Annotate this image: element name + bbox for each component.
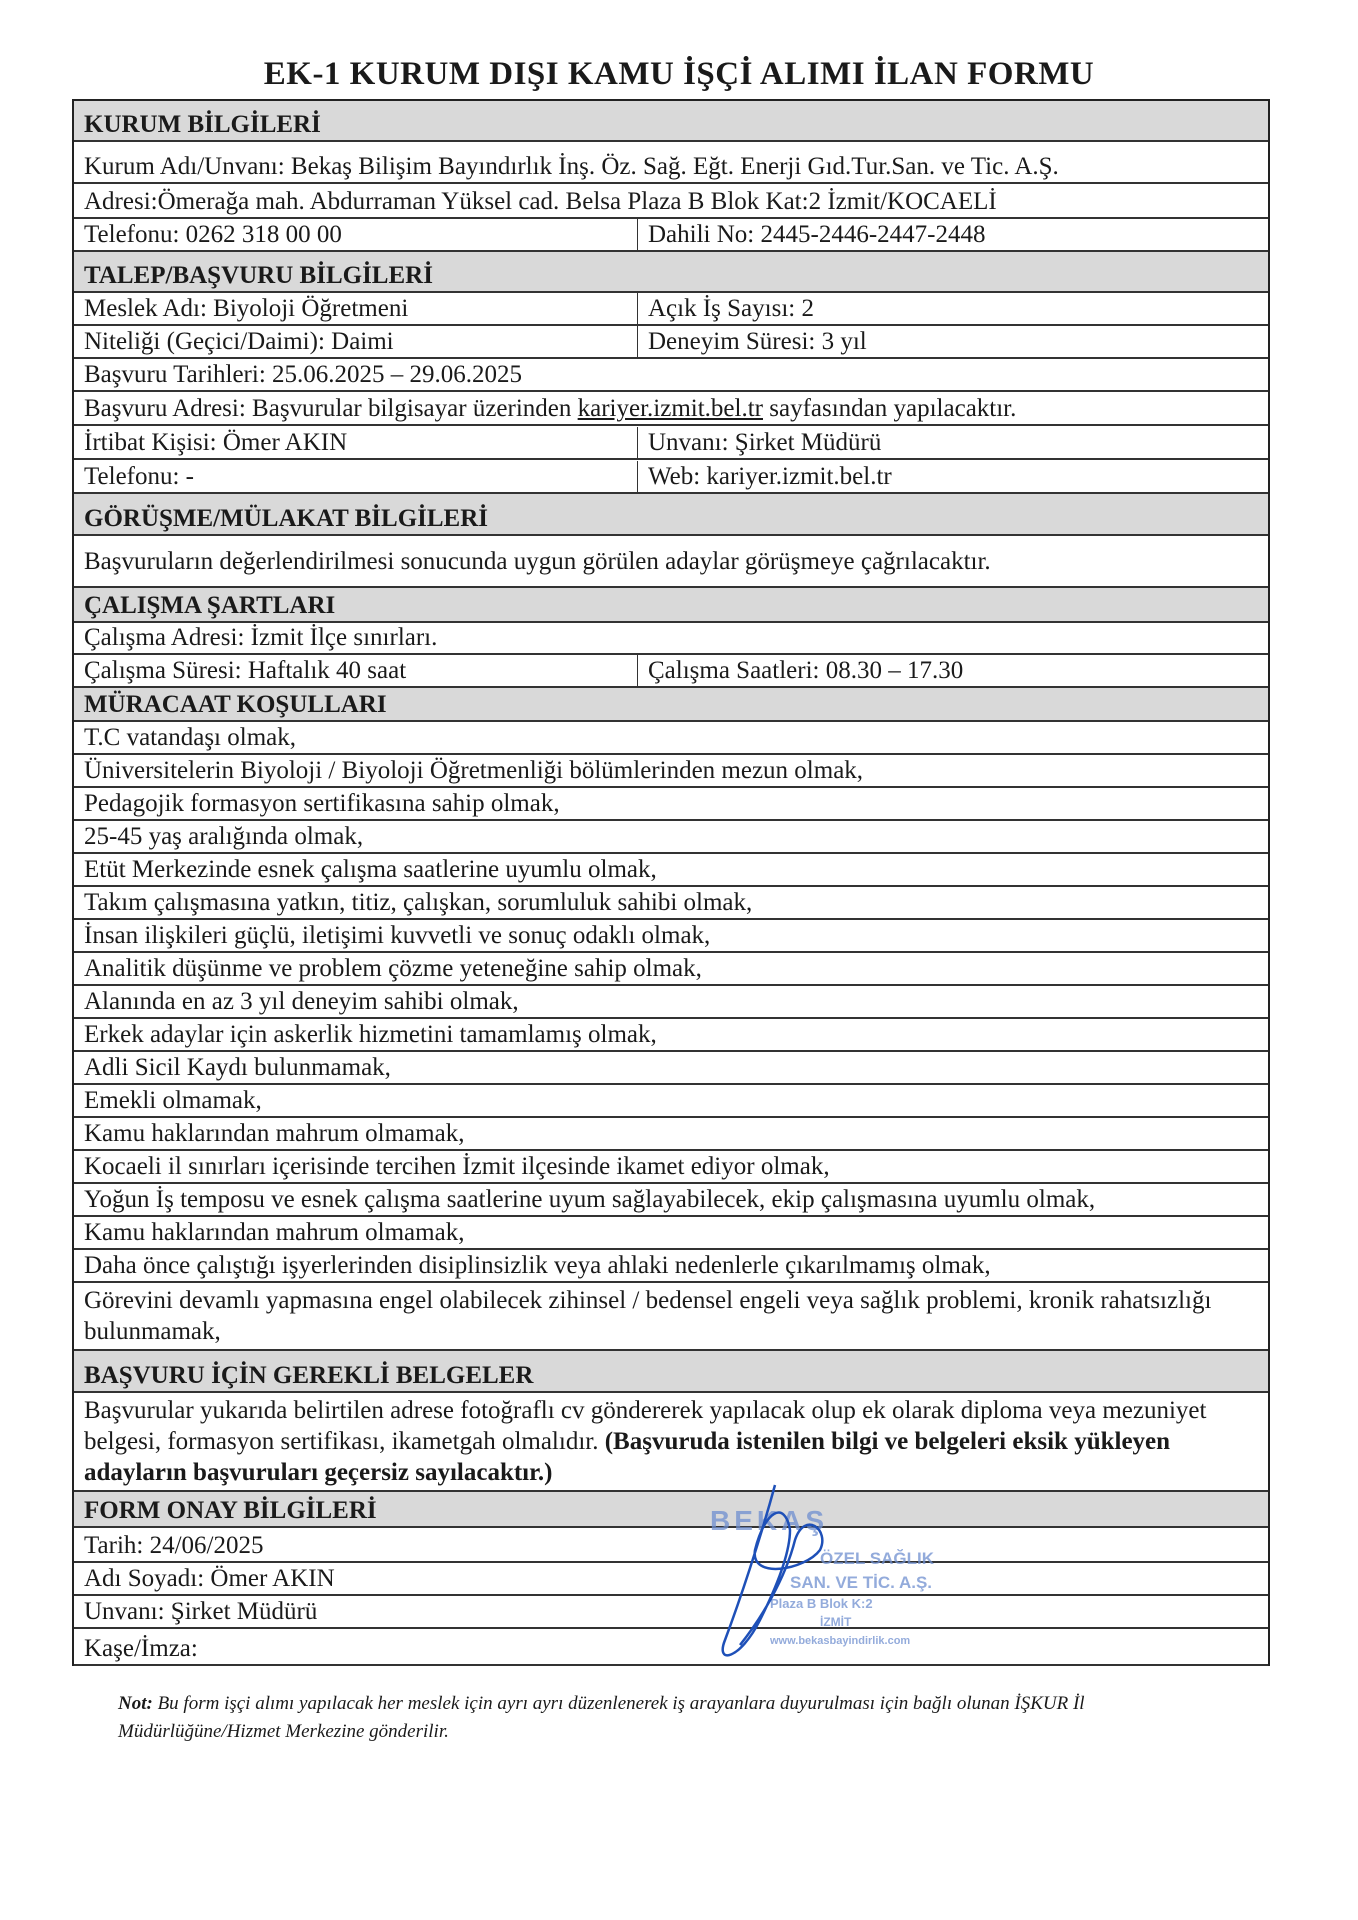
- requirement-text: Analitik düşünme ve problem çözme yeteneğine sahip olmak,: [84, 955, 702, 982]
- kurum-telefon: Telefonu: 0262 318 00 00: [74, 219, 638, 250]
- calisma-saatleri: Çalışma Saatleri: 08.30 – 17.30: [648, 657, 964, 684]
- requirement-text: Kamu haklarından mahrum olmamak,: [84, 1219, 465, 1246]
- requirement-text: Erkek adaylar için askerlik hizmetini tamamlamış olmak,: [84, 1021, 657, 1048]
- basvuru-adresi: [74, 393, 1268, 424]
- requirement-text: Adli Sicil Kaydı bulunmamak,: [84, 1054, 391, 1081]
- announcement-form-table: [72, 99, 1270, 1666]
- row-gorusme: [74, 536, 1268, 588]
- onay-unvan: Unvanı: Şirket Müdürü: [84, 1598, 318, 1625]
- requirement-text: T.C vatandaşı olmak,: [84, 724, 296, 751]
- row-iletisim: [74, 460, 1268, 494]
- meslek-adi: Meslek Adı: Biyoloji Öğretmeni: [74, 293, 638, 324]
- gorusme-text: Başvuruların değerlendirilmesi sonucunda uygun görülen adaylar görüşmeye çağrılacaktır.: [84, 547, 991, 575]
- row-kurum-adi: [74, 142, 1268, 184]
- note-label: Not:: [118, 1693, 153, 1714]
- requirement-row: [74, 722, 1268, 755]
- irtibat-unvan: Unvanı: Şirket Müdürü: [648, 429, 882, 456]
- section-header-belgeler: [74, 1351, 1268, 1393]
- note-text: Bu form işçi alımı yapılacak her meslek için ayrı ayrı düzenlenerek iş arayanlara duyurulması için bağlı olunan İŞKUR İl Müdürlüğüne/Hizmet Merkezine gönderilir.: [118, 1693, 1085, 1742]
- kariyer-link[interactable]: kariyer.izmit.bel.tr: [577, 395, 763, 422]
- calisma-adresi: Çalışma Adresi: İzmit İlçe sınırları.: [84, 624, 438, 651]
- requirement-row: [74, 920, 1268, 953]
- requirement-row: [74, 1184, 1268, 1217]
- row-basvuru-adresi: [74, 392, 1268, 426]
- row-meslek: [74, 293, 1268, 326]
- stamp-line: BEKAŞ: [710, 1505, 829, 1536]
- section-header-muracaat: [74, 688, 1268, 722]
- section-title: TALEP/BAŞVURU BİLGİLERİ: [84, 262, 433, 289]
- requirement-text: İnsan ilişkileri güçlü, iletişimi kuvvetli ve sonuç odaklı olmak,: [84, 922, 711, 949]
- stamp-line: www.bekasbayindirlik.com: [770, 1635, 911, 1647]
- requirement-text: Takım çalışmasına yatkın, titiz, çalışkan, sorumluluk sahibi olmak,: [84, 889, 753, 916]
- footer-note: [118, 1690, 1218, 1746]
- row-tarihler: [74, 359, 1268, 392]
- belgeler-body: Başvurular yukarıda belirtilen adrese fotoğraflı cv göndererek yapılacak olup ek olarak diploma veya mezuniyet belgesi, formasyon sertifikası, ikametgah olmalıdır.: [84, 1397, 1207, 1455]
- requirement-row: [74, 1250, 1268, 1283]
- section-title: BAŞVURU İÇİN GEREKLİ BELGELER: [84, 1362, 534, 1389]
- section-title: ÇALIŞMA ŞARTLARI: [84, 592, 336, 619]
- requirement-row: [74, 1085, 1268, 1118]
- section-title: GÖRÜŞME/MÜLAKAT BİLGİLERİ: [84, 505, 489, 532]
- onay-adi-soyadi: Adı Soyadı: Ömer AKIN: [84, 1565, 335, 1592]
- row-telefon: [74, 219, 1268, 252]
- section-header-gorusme: [74, 494, 1268, 536]
- requirement-text: Etüt Merkezinde esnek çalışma saatlerine uyumlu olmak,: [84, 856, 657, 883]
- form-title: EK-1 KURUM DIŞI KAMU İŞÇİ ALIMI İLAN FORMU: [263, 56, 1095, 92]
- requirement-row: [74, 821, 1268, 854]
- requirement-row: [74, 887, 1268, 920]
- requirement-row: [74, 1019, 1268, 1052]
- requirement-row: [74, 953, 1268, 986]
- basvuru-tarihleri: Başvuru Tarihleri: 25.06.2025 – 29.06.2025: [84, 361, 523, 388]
- requirement-text: Kamu haklarından mahrum olmamak,: [84, 1120, 465, 1147]
- company-stamp-and-signature: [590, 1480, 970, 1670]
- requirement-text: Daha önce çalıştığı işyerlerinden disiplinsizlik veya ahlaki nedenlerle çıkarılmamış olmak,: [84, 1252, 991, 1279]
- kurum-adi: Kurum Adı/Unvanı: Bekaş Bilişim Bayındırlık İnş. Öz. Sağ. Eğt. Enerji Gıd.Tur.San. ve Tic. A.Ş.: [84, 153, 1059, 180]
- talep-web: Web: kariyer.izmit.bel.tr: [648, 463, 892, 490]
- row-belgeler: [74, 1393, 1268, 1492]
- niteligi: Niteliği (Geçici/Daimi): Daimi: [74, 326, 638, 357]
- section-title: FORM ONAY BİLGİLERİ: [84, 1497, 377, 1524]
- stamp-line: İZMİT: [820, 1615, 852, 1629]
- section-title: KURUM BİLGİLERİ: [84, 111, 321, 138]
- requirement-text: Kocaeli il sınırları içerisinde tercihen İzmit ilçesinde ikamet ediyor olmak,: [84, 1153, 830, 1180]
- row-nitelik: [74, 326, 1268, 359]
- onay-kase-imza: Kaşe/İmza:: [84, 1635, 198, 1662]
- stamp-text: [710, 1505, 935, 1647]
- section-header-kurum: [74, 101, 1268, 142]
- row-calisma-sure: [74, 655, 1268, 688]
- requirement-text: Üniversitelerin Biyoloji / Biyoloji Öğretmenliği bölümlerinden mezun olmak,: [84, 757, 864, 784]
- stamp-line: SAN. VE TİC. A.Ş.: [790, 1573, 933, 1592]
- requirement-row: [74, 1217, 1268, 1250]
- stamp-line: ÖZEL SAĞLIK: [820, 1549, 934, 1568]
- requirement-row: [74, 1052, 1268, 1085]
- requirement-text: Alanında en az 3 yıl deneyim sahibi olmak,: [84, 988, 519, 1015]
- deneyim-suresi: Deneyim Süresi: 3 yıl: [648, 328, 867, 355]
- requirement-row: [74, 1283, 1268, 1351]
- muracaat-list: [74, 722, 1268, 1351]
- requirement-row: [74, 1151, 1268, 1184]
- requirement-text: Pedagojik formasyon sertifikasına sahip olmak,: [84, 790, 560, 817]
- row-irtibat: [74, 426, 1268, 460]
- calisma-suresi: Çalışma Süresi: Haftalık 40 saat: [74, 655, 638, 686]
- kurum-dahili: Dahili No: 2445-2446-2447-2448: [648, 221, 986, 248]
- stamp-line: Plaza B Blok K:2: [770, 1596, 873, 1611]
- requirement-text: Yoğun İş temposu ve esnek çalışma saatlerine uyum sağlayabilecek, ekip çalışmasına uyumlu olmak,: [84, 1186, 1096, 1213]
- basvuru-adresi-text: Başvuru Adresi: Başvurular bilgisayar üzerinden: [84, 395, 578, 422]
- acik-is-sayisi: Açık İş Sayısı: 2: [648, 295, 814, 322]
- section-title: MÜRACAAT KOŞULLARI: [84, 691, 387, 718]
- requirement-text: Görevini devamlı yapmasına engel olabilecek zihinsel / bedensel engeli veya sağlık problemi, kronik rahatsızlığı bulunmamak,: [84, 1287, 1212, 1345]
- requirement-row: [74, 755, 1268, 788]
- requirement-text: 25-45 yaş aralığında olmak,: [84, 823, 364, 850]
- row-adres: [74, 184, 1268, 219]
- belgeler-warning: (Başvuruda istenilen bilgi ve belgeleri eksik yükleyen adayların başvuruları geçersiz sayılacaktır.): [84, 1428, 1171, 1486]
- requirement-row: [74, 1118, 1268, 1151]
- basvuru-adresi-suffix: sayfasından yapılacaktır.: [763, 395, 1017, 422]
- requirement-row: [74, 854, 1268, 887]
- belgeler-text: [74, 1395, 1268, 1488]
- requirement-text: Emekli olmamak,: [84, 1087, 262, 1114]
- onay-tarih: Tarih: 24/06/2025: [84, 1532, 264, 1559]
- requirement-row: [74, 788, 1268, 821]
- section-header-talep: [74, 252, 1268, 293]
- talep-telefon: Telefonu: -: [74, 461, 638, 492]
- section-header-calisma: [74, 588, 1268, 623]
- requirement-row: [74, 986, 1268, 1019]
- kurum-adres: Adresi:Ömerağa mah. Abdurraman Yüksel cad. Belsa Plaza B Blok Kat:2 İzmit/KOCAELİ: [84, 188, 997, 215]
- row-calisma-adresi: [74, 623, 1268, 655]
- irtibat-kisisi: İrtibat Kişisi: Ömer AKIN: [74, 427, 638, 458]
